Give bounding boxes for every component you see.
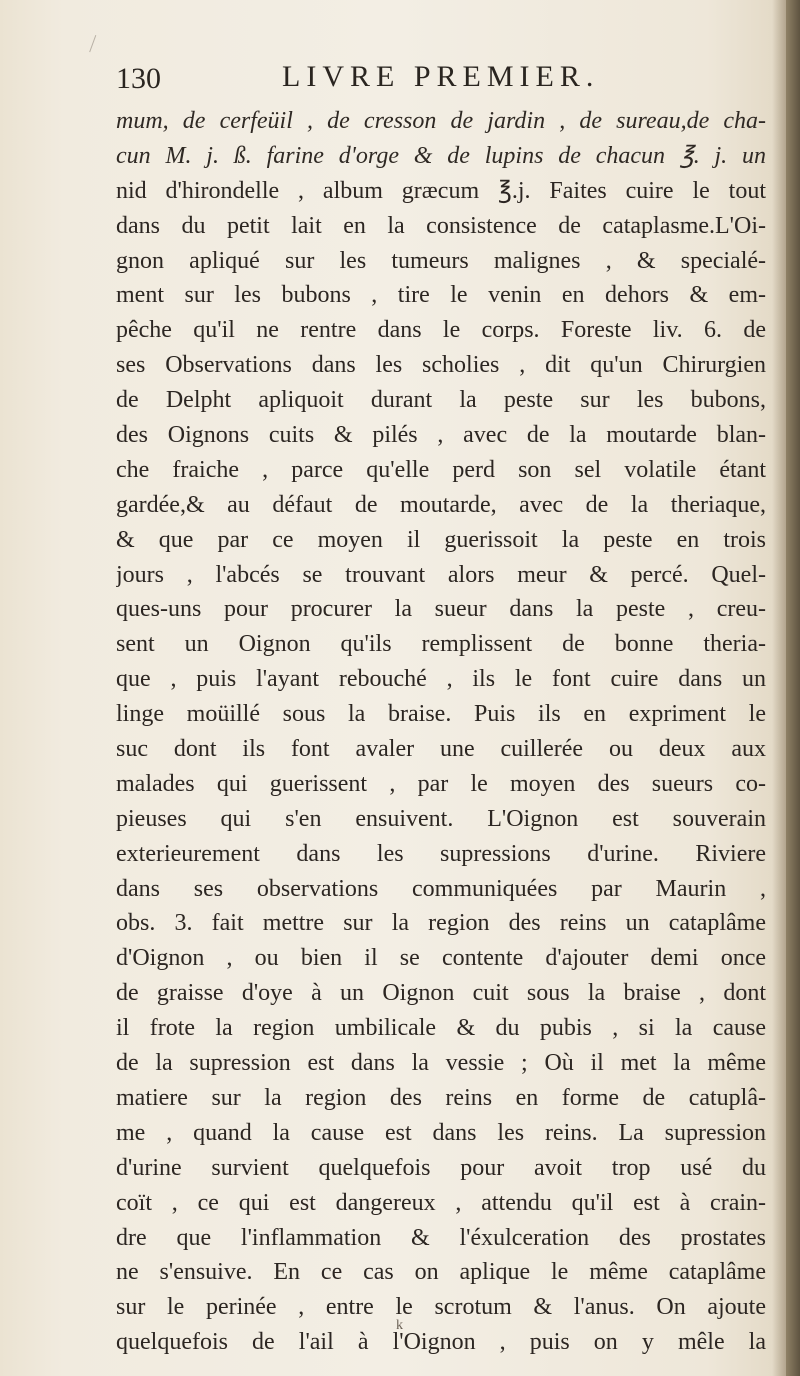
text-line: suc dont ils font avaler une cuillerée ou deux aux — [116, 736, 766, 763]
text-line: d'urine survient quelquefois pour avoit trop usé du — [116, 1154, 766, 1181]
page-number: 130 — [116, 62, 161, 95]
text-line: malades qui guerissent , par le moyen des sueurs co- — [116, 770, 766, 797]
text-line: me , quand la cause est dans les reins. La supression — [116, 1119, 766, 1146]
text-line: ne s'ensuive. En ce cas on aplique le même cataplâme — [116, 1259, 766, 1286]
text-line: coït , ce qui est dangereux , attendu qu'il est à crain- — [116, 1189, 766, 1216]
text-line: de la supression est dans la vessie ; Où il met la même — [116, 1050, 766, 1077]
page-blemish — [89, 35, 104, 55]
text-line: gardée,& au défaut de moutarde, avec de la theriaque, — [116, 491, 766, 518]
text-line: che fraiche , parce qu'elle perd son sel volatile étant — [116, 456, 766, 483]
text-line: dre que l'inflammation & l'éxulceration des prostates — [116, 1224, 766, 1251]
text-line: de graisse d'oye à un Oignon cuit sous la braise , dont — [116, 980, 766, 1007]
text-line: nid d'hirondelle , album græcum ℥.j. Faites cuire le tout — [116, 177, 766, 204]
text-line: exterieurement dans les supressions d'urine. Riviere — [116, 840, 766, 867]
page-header — [116, 58, 766, 108]
text-line: ques-uns pour procurer la sueur dans la peste , creu- — [116, 596, 766, 623]
text-line: pêche qu'il ne rentre dans le corps. Foreste liv. 6. de — [116, 317, 766, 344]
text-line: dans ses observations communiquées par Maurin , — [116, 875, 766, 902]
text-line: cun M. j. ß. farine d'orge & de lupins de chacun ℥. j. un — [116, 142, 766, 169]
text-line: linge moüillé sous la braise. Puis ils en expriment le — [116, 701, 766, 728]
text-line: de Delpht apliquoit durant la peste sur les bubons, — [116, 387, 766, 414]
text-line: gnon apliqué sur les tumeurs malignes , & specialé- — [116, 247, 766, 274]
text-line: sur le perinée , entre le scrotum & l'anus. On ajoute — [116, 1294, 766, 1321]
text-line: matiere sur la region des reins en forme de catuplâ- — [116, 1084, 766, 1111]
text-line: ment sur les bubons , tire le venin en dehors & em- — [116, 282, 766, 309]
text-line: mum, de cerfeüil , de cresson de jardin , de sureau,de cha- — [116, 108, 766, 134]
text-line: des Oignons cuits & pilés , avec de la moutarde blan- — [116, 422, 766, 449]
text-line: jours , l'abcés se trouvant alors meur & percé. Quel- — [116, 561, 766, 588]
footer-mark: k — [396, 1318, 403, 1333]
body-text — [116, 104, 766, 1360]
text-line: ses Observations dans les scholies , dit qu'un Chirurgien — [116, 352, 766, 379]
text-line: que , puis l'ayant rebouché , ils le font cuire dans un — [116, 666, 766, 693]
text-line: il frote la region umbilicale & du pubis , si la cause — [116, 1015, 766, 1042]
text-line: sent un Oignon qu'ils remplissent de bonne theria- — [116, 631, 766, 658]
text-line: pieuses qui s'en ensuivent. L'Oignon est souverain — [116, 805, 766, 832]
text-line: dans du petit lait en la consistence de cataplasme.L'Oi- — [116, 212, 766, 239]
text-line: obs. 3. fait mettre sur la region des reins un cataplâme — [116, 910, 766, 937]
text-line: quelquefois de l'ail à l'Oignon , puis on y mêle la — [116, 1329, 766, 1356]
text-line: & que par ce moyen il guerissoit la peste en trois — [116, 526, 766, 553]
running-title: LIVRE PREMIER. — [282, 60, 600, 93]
text-line: d'Oignon , ou bien il se contente d'ajouter demi once — [116, 945, 766, 972]
book-spine-edge — [786, 0, 800, 1376]
